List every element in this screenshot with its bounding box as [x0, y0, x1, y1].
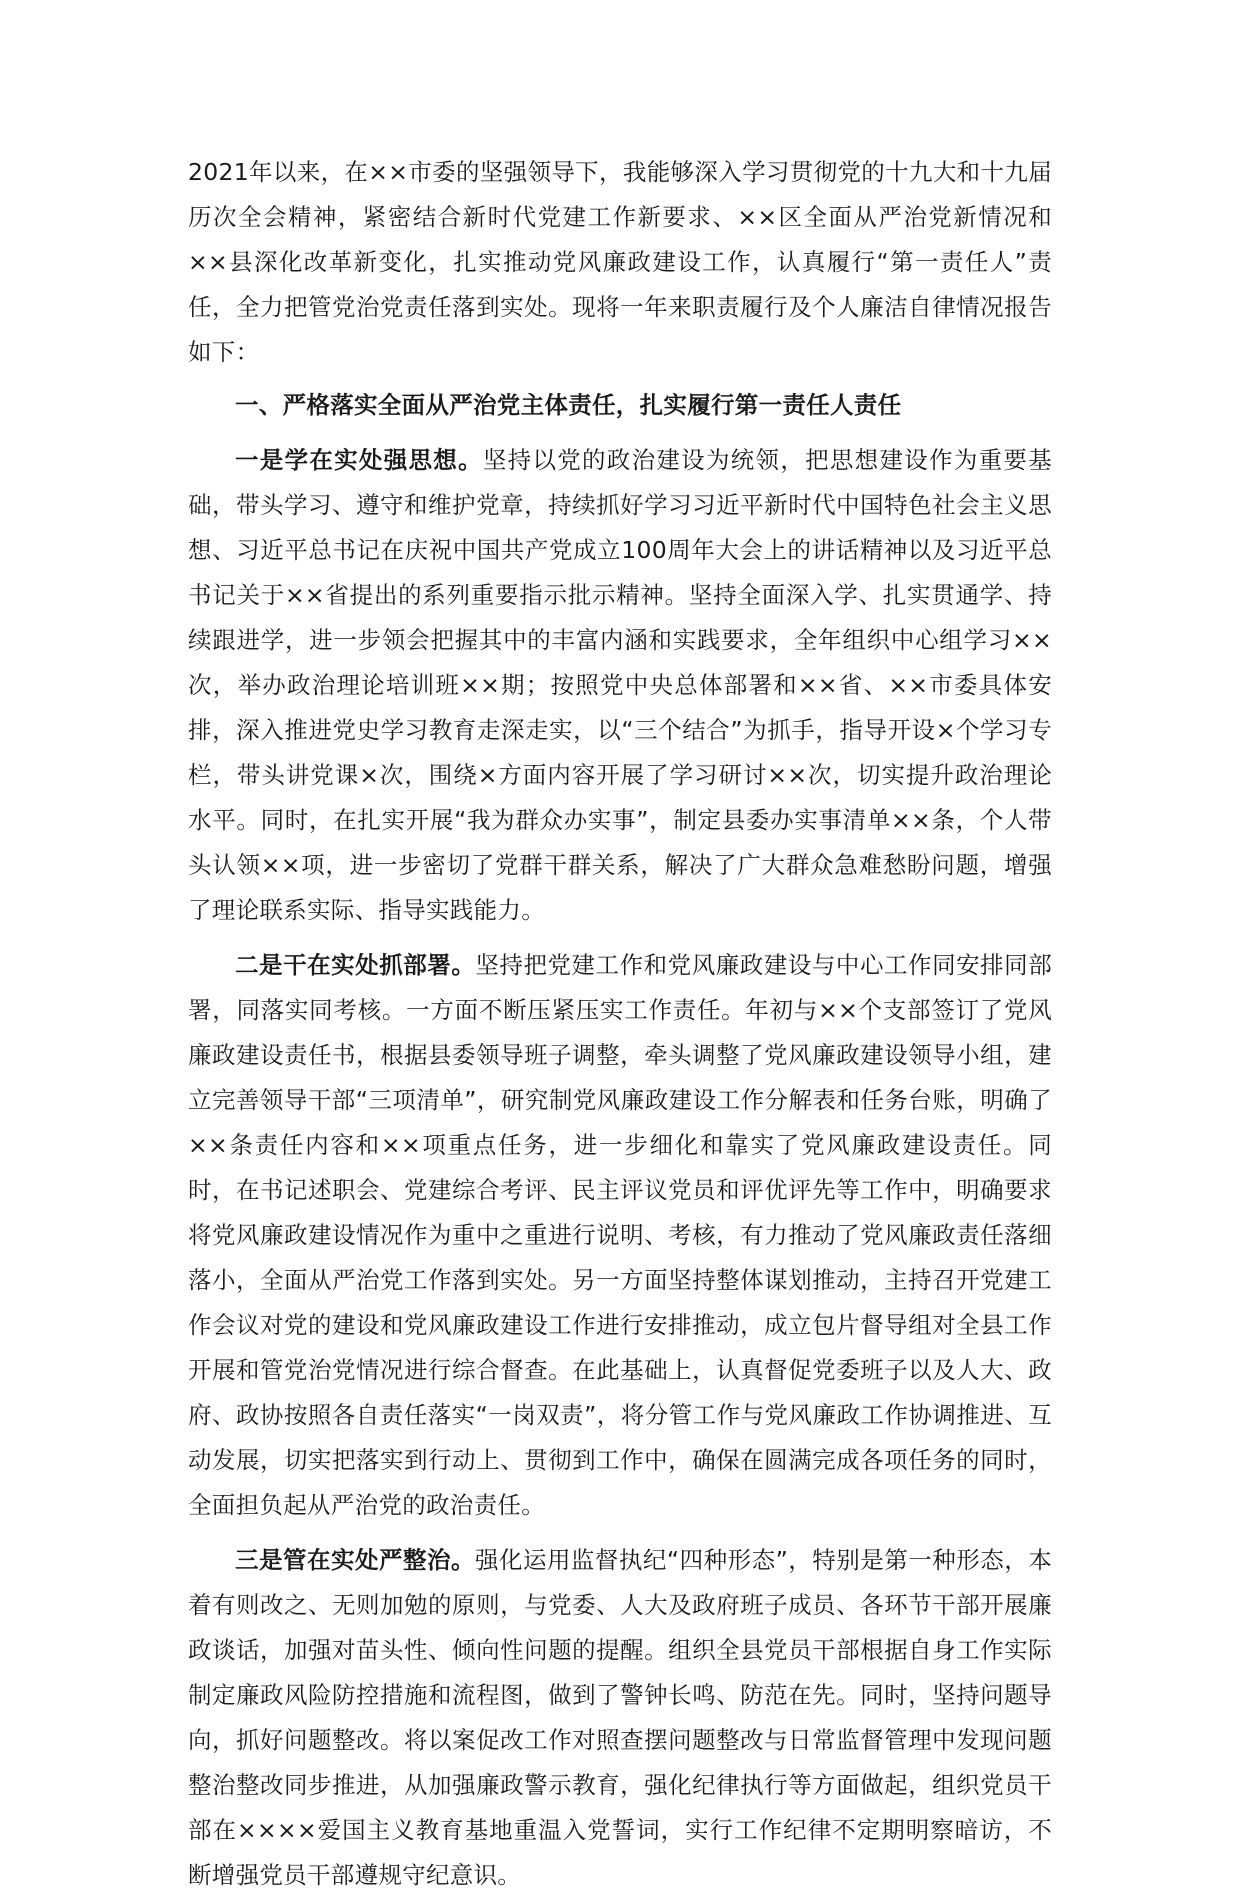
paragraph-body: 强化运用监督执纪“四种形态”，特别是第一种形态，本着有则改之、无则加勉的原则，与党委、人大及政府班子成员、各环节干部开展廉政谈话，加强对苗头性、倾向性问题的提醒。组织全县党员干部根据自身工作实际制定廉政风险防控措施和流程图，做到了警钟长鸣、防范在先。同时，坚持问题导向，抓好问题整改。将以案促改工作对照查摆问题整改与日常监督管理中发现问题整治整改同步推进，从加强廉政警示教育，强化纪律执行等方面做起，组织党员干部在××××爱国主义教育基地重温入党誓词，实行工作纪律不定期明察暗访，不断增强党员干部遵规守纪意识。 [188, 1546, 1052, 1889]
document-page [188, 150, 1052, 1898]
paragraph-body: 坚持以党的政治建设为统领，把思想建设作为重要基础，带头学习、遵守和维护党章，持续抓好学习习近平新时代中国特色社会主义思想、习近平总书记在庆祝中国共产党成立100周年大会上的讲话精神以及习近平总书记关于××省提出的系列重要指示批示精神。坚持全面深入学、扎实贯通学、持续跟进学，进一步领会把握其中的丰富内涵和实践要求，全年组织中心组学习××次，举办政治理论培训班××期；按照党中央总体部署和××省、××市委具体安排，深入推进党史学习教育走深走实，以“三个结合”为抓手，指导开设×个学习专栏，带头讲党课×次，围绕×方面内容开展了学习研讨××次，切实提升政治理论水平。同时，在扎实开展“我为群众办实事”，制定县委办实事清单××条，个人带头认领××项，进一步密切了党群干群关系，解决了广大群众急难愁盼问题，增强了理论联系实际、指导实践能力。 [188, 446, 1052, 924]
paragraph-lead: 三是管在实处严整治。 [235, 1546, 475, 1574]
paragraph-lead: 二是干在实处抓部署。 [235, 951, 476, 979]
paragraph-lead: 一是学在实处强思想。 [235, 446, 483, 474]
paragraph-body: 坚持把党建工作和党风廉政建设与中心工作同安排同部署，同落实同考核。一方面不断压紧压实工作责任。年初与××个支部签订了党风廉政建设责任书，根据县委领导班子调整，牵头调整了党风廉政建设领导小组，建立完善领导干部“三项清单”，研究制党风廉政建设工作分解表和任务台账，明确了××条责任内容和××项重点任务，进一步细化和靠实了党风廉政建设责任。同时，在书记述职会、党建综合考评、民主评议党员和评优评先等工作中，明确要求将党风廉政建设情况作为重中之重进行说明、考核，有力推动了党风廉政责任落细落小，全面从严治党工作落到实处。另一方面坚持整体谋划推动，主持召开党建工作会议对党的建设和党风廉政建设工作进行安排推动，成立包片督导组对全县工作开展和管党治党情况进行综合督查。在此基础上，认真督促党委班子以及人大、政府、政协按照各自责任落实“一岗双责”，将分管工作与党风廉政工作协调推进、互动发展，切实把落实到行动上、贯彻到工作中，确保在圆满完成各项任务的同时，全面担负起从严治党的政治责任。 [188, 951, 1053, 1519]
section-heading-1: 一、严格落实全面从严治党主体责任，扎实履行第一责任人责任 [235, 391, 902, 419]
paragraph-rectify [188, 1538, 1052, 1898]
paragraph-deploy [188, 943, 1052, 1528]
paragraph-study [188, 438, 1052, 933]
intro-paragraph: 2021年以来，在××市委的坚强领导下，我能够深入学习贯彻党的十九大和十九届历次全会精神，紧密结合新时代党建工作新要求、××区全面从严治党新情况和××县深化改革新变化，扎实推动党风廉政建设工作，认真履行“第一责任人”责任，全力把管党治党责任落到实处。现将一年来职责履行及个人廉洁自律情况报告如下： [188, 158, 1052, 366]
